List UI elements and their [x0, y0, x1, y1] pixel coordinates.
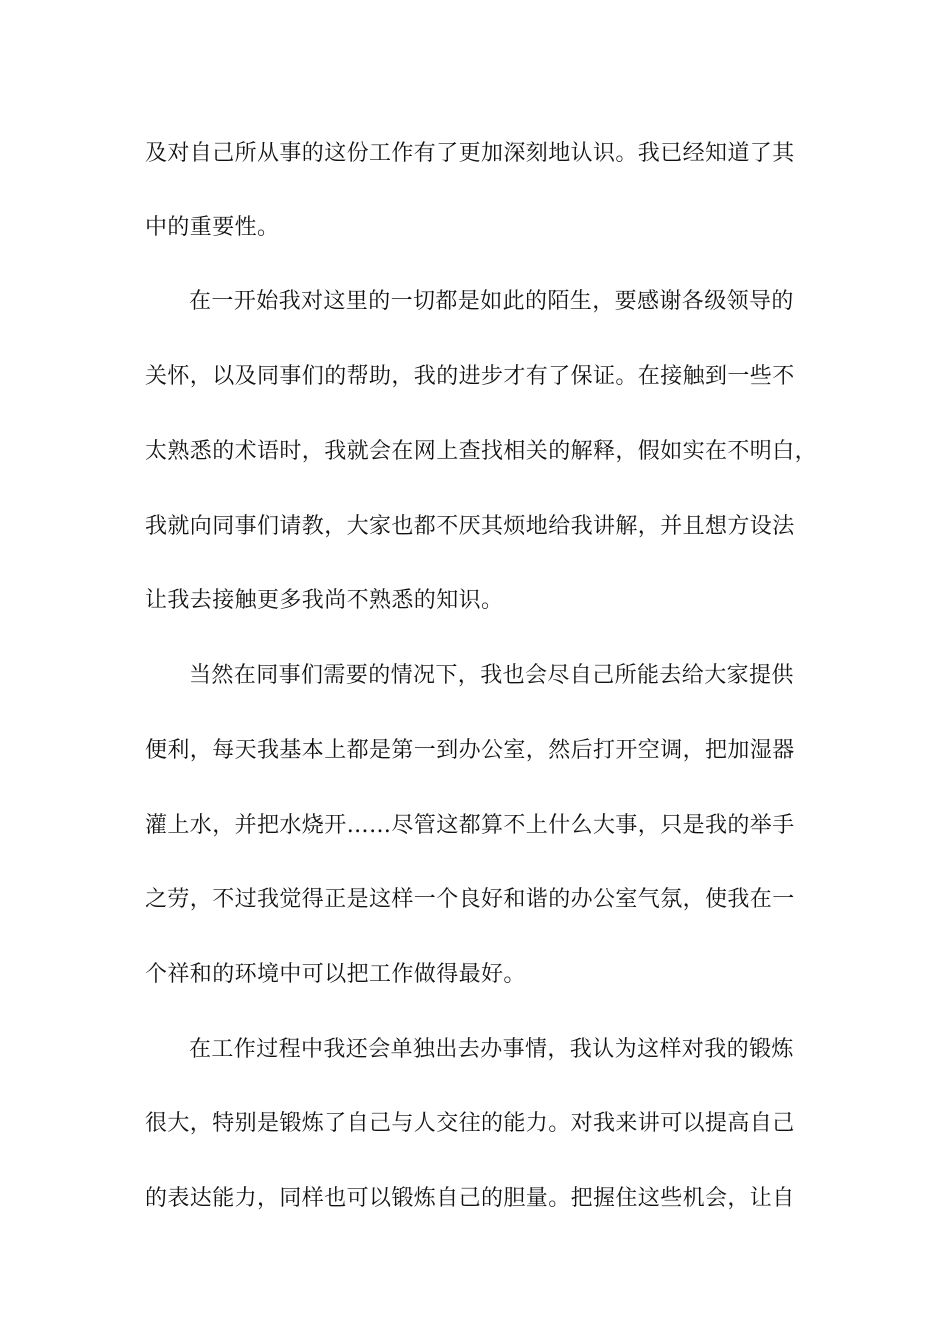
text-line: 的表达能力，同样也可以锻炼自己的胆量。把握住这些机会，让自: [145, 1186, 795, 1211]
text-line: 让我去接触更多我尚不熟悉的知识。: [145, 588, 504, 613]
text-line: 中的重要性。: [145, 215, 280, 240]
text-line: 我就向同事们请教，大家也都不厌其烦地给我讲解，并且想方设法: [145, 514, 795, 539]
text-line: 太熟悉的术语时，我就会在网上查找相关的解释，假如实在不明白，: [145, 439, 818, 464]
text-line: 之劳，不过我觉得正是这样一个良好和谐的办公室气氛，使我在一: [145, 887, 795, 912]
text-line: 及对自己所从事的这份工作有了更加深刻地认识。我已经知道了其: [145, 141, 795, 166]
text-line: 个祥和的环境中可以把工作做得最好。: [145, 962, 526, 987]
paragraph-first-line: 在一开始我对这里的一切都是如此的陌生，要感谢各级领导的: [189, 289, 794, 314]
paragraph-first-line: 在工作过程中我还会单独出去办事情，我认为这样对我的锻炼: [189, 1037, 794, 1062]
text-line: 很大，特别是锻炼了自己与人交往的能力。对我来讲可以提高自己: [145, 1111, 795, 1136]
text-line: 关怀，以及同事们的帮助，我的进步才有了保证。在接触到一些不: [145, 364, 795, 389]
text-line: 便利，每天我基本上都是第一到办公室，然后打开空调，把加湿器: [145, 738, 795, 763]
paragraph-first-line: 当然在同事们需要的情况下，我也会尽自己所能去给大家提供: [189, 663, 794, 688]
text-line: 灌上水，并把水烧开……尽管这都算不上什么大事，只是我的举手: [145, 813, 795, 838]
